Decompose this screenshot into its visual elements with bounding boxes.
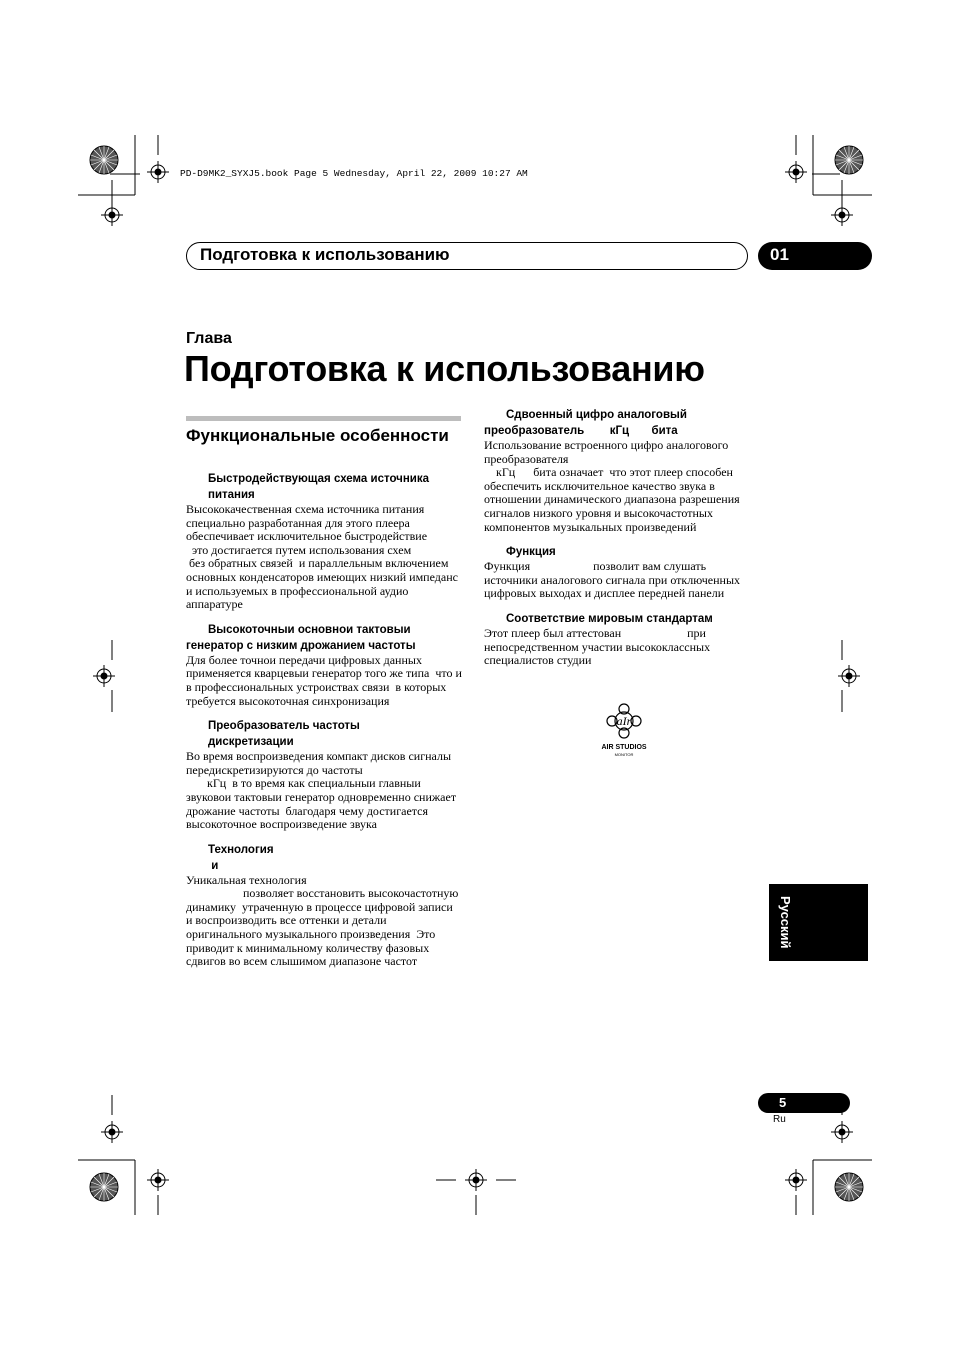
subhead-function: Функция (506, 546, 556, 559)
chapter-label: Глава (186, 330, 232, 347)
subhead-sample-rate: Преобразователь частоты дискретизации (208, 720, 360, 749)
right-column (484, 407, 762, 678)
page-number: 5 (779, 1095, 787, 1110)
subhead-dac: Сдвоенный цифро аналоговый преобразователь кГц бита (484, 409, 691, 437)
subhead-standards: Соответствие мировым стандартам (506, 612, 713, 625)
air-studios-logo (596, 703, 652, 757)
logo-text: AIR STUDIOS (601, 744, 647, 751)
paragraph-sample-rate: Во время воспроизведения компакт дисков сигналы передискретизируются до частоты кГц в то время как специальныи главныи звуковои тактовыи генератор одновременно снижает дрожание частоты благодаря чему достигается высокоточное воспроизведение звука (186, 749, 457, 832)
header-title: Подготовка к использованию (200, 245, 450, 264)
chapter-title: Подготовка к использованию (184, 348, 705, 389)
air-logo-icon (596, 703, 652, 739)
paragraph-technology: Уникальная технология позволяет восстановить высокочастотную динамику утраченную в процессе цифровой записи и воспроизводить все оттенки и детали оригинального музыкального произведения Это приводит к минимальному количеству фазовых сдвигов во всем слышимом диапазоне частот (186, 872, 459, 969)
paragraph-function: Функция позволит вам слушать источники аналогового сигнала при отключенных цифровых выходах и дисплее передней панели (484, 559, 744, 601)
left-column (186, 471, 464, 979)
section-rule (186, 416, 461, 421)
paragraph-clock: Для более точнои передачи цифровых данных применяется кварцевыи генератор того же типа что и в профессиональных устроиствах связи в которых требуется высокоточная синхронизация (186, 652, 465, 708)
language-tab-label: Русский (778, 896, 793, 949)
paragraph-standards: Этот плеер был аттестован при непосредственном участии высококлассных специалистов студии (484, 625, 714, 668)
print-info-line: PD-D9MK2_SYXJ5.book Page 5 Wednesday, April 22, 2009 10:27 AM (180, 168, 528, 179)
subhead-technology: Технология и (208, 843, 274, 872)
paragraph-power-supply: Высококачественная схема источника питания специально разработанная для этого плеера обеспечивает исключительное быстродействие это достигается путем использования схем без обратных связей и параллельным включением основных конденсаторов имеющих низкий импеданс и используемых в профессиональной аудио аппаратуре (186, 502, 458, 612)
svg-text:aIr: aIr (616, 714, 632, 728)
page-number-tab (758, 1093, 850, 1113)
logo-subtext: MONITOR (614, 752, 634, 757)
section-heading: Функциональные особенности (186, 426, 449, 445)
subhead-clock: Высокоточныи основнои тактовыи генератор с низким дрожанием частоты (186, 623, 416, 652)
paragraph-dac: Использование встроенного цифро аналогового преобразователя кГц бита означает что этот плеер способен обеспечить исключительное качество звука в отношении динамического диапазона разрешения сигналов низкого уровня и высокочастотных компонентов музыкальных произведений (484, 438, 740, 534)
chapter-number: 01 (770, 245, 789, 264)
page-language-code: Ru (773, 1114, 786, 1125)
subhead-power-supply: Быстродействующая схема источника питания (208, 473, 430, 501)
